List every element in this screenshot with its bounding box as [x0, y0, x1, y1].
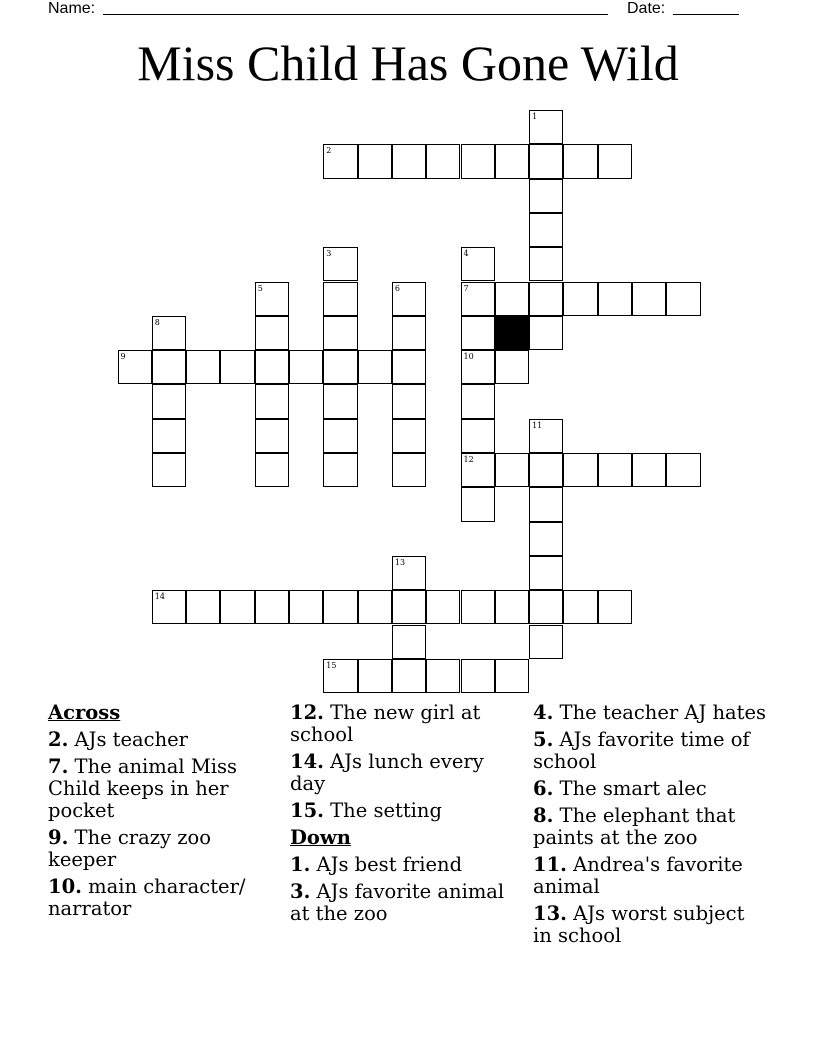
clue-number: 3: [326, 249, 332, 259]
clue-number-label: 3.: [290, 880, 311, 903]
grid-cell[interactable]: [529, 110, 563, 144]
grid-cell[interactable]: [598, 282, 632, 316]
grid-cell[interactable]: [323, 384, 357, 418]
grid-cell[interactable]: [392, 144, 426, 178]
grid-cell[interactable]: [255, 316, 289, 350]
grid-cell[interactable]: [461, 316, 495, 350]
clue-text: AJs favorite time of school: [533, 728, 750, 773]
grid-cell[interactable]: [323, 659, 357, 693]
grid-cell[interactable]: [461, 247, 495, 281]
clue-number: 9: [120, 352, 126, 362]
clue-item: [533, 778, 768, 800]
grid-cell[interactable]: [529, 316, 563, 350]
grid-cell[interactable]: [529, 522, 563, 556]
grid-cell[interactable]: [495, 282, 529, 316]
clue-item: [533, 702, 768, 724]
grid-cell[interactable]: [563, 282, 597, 316]
grid-cell[interactable]: [152, 419, 186, 453]
grid-cell[interactable]: [289, 590, 323, 624]
clue-text: AJs favorite animal at the zoo: [290, 880, 505, 925]
clue-number-label: 7.: [48, 755, 69, 778]
grid-cell[interactable]: [152, 384, 186, 418]
grid-cell[interactable]: [255, 590, 289, 624]
grid-cell[interactable]: [461, 590, 495, 624]
grid-cell[interactable]: [563, 590, 597, 624]
clue-number: 11: [532, 420, 543, 430]
grid-cell[interactable]: [529, 213, 563, 247]
clues-column-2: [290, 702, 525, 930]
clue-text: The new girl at school: [290, 701, 481, 746]
grid-cell[interactable]: [358, 144, 392, 178]
grid-cell[interactable]: [323, 419, 357, 453]
grid-cell[interactable]: [392, 556, 426, 590]
grid-cell[interactable]: [598, 590, 632, 624]
grid-cell[interactable]: [323, 316, 357, 350]
grid-cell[interactable]: [220, 590, 254, 624]
clue-number-label: 1.: [290, 853, 311, 876]
clue-text: The animal Miss Child keeps in her pocket: [48, 755, 238, 822]
clue-item: [290, 751, 525, 795]
grid-cell[interactable]: [529, 144, 563, 178]
clue-item: [290, 881, 525, 925]
grid-cell[interactable]: [323, 453, 357, 487]
grid-cell[interactable]: [152, 316, 186, 350]
clue-item: [48, 729, 283, 751]
clue-number-label: 4.: [533, 701, 554, 724]
clue-text: The crazy zoo keeper: [48, 826, 211, 871]
grid-cell[interactable]: [598, 453, 632, 487]
clue-number: 2: [326, 146, 332, 156]
clue-text: AJs teacher: [68, 728, 189, 751]
clue-number-label: 10.: [48, 875, 82, 898]
grid-cell[interactable]: [495, 453, 529, 487]
grid-cell[interactable]: [529, 419, 563, 453]
grid-cell[interactable]: [461, 419, 495, 453]
grid-cell[interactable]: [461, 453, 495, 487]
clue-item: [48, 876, 283, 920]
grid-cell[interactable]: [392, 659, 426, 693]
grid-cell[interactable]: [426, 659, 460, 693]
grid-cell[interactable]: [529, 487, 563, 521]
grid-cell[interactable]: [632, 453, 666, 487]
clue-number: 1: [532, 112, 538, 121]
clue-item: [533, 854, 768, 898]
grid-cell[interactable]: [529, 556, 563, 590]
clue-number-label: 5.: [533, 728, 554, 751]
clue-number: 13: [394, 557, 406, 567]
grid-cell[interactable]: [461, 144, 495, 178]
grid-cell[interactable]: [495, 144, 529, 178]
grid-cell[interactable]: [426, 590, 460, 624]
clue-item: [290, 800, 525, 822]
grid-cell[interactable]: [323, 350, 357, 384]
clue-text: AJs worst subject in school: [533, 902, 745, 947]
grid-cell[interactable]: [529, 453, 563, 487]
clue-text: The elephant that paints at the zoo: [533, 804, 736, 849]
grid-cell[interactable]: [529, 590, 563, 624]
clue-number: 7: [463, 283, 469, 293]
grid-cell[interactable]: [461, 487, 495, 521]
clue-item: [533, 805, 768, 849]
black-cell: [495, 316, 529, 350]
clues-column-1: [48, 702, 283, 925]
clue-text: AJs best friend: [310, 853, 463, 876]
grid-cell[interactable]: [392, 590, 426, 624]
grid-cell[interactable]: [392, 453, 426, 487]
grid-cell[interactable]: [426, 144, 460, 178]
date-label: Date:: [627, 0, 666, 17]
clue-number: 12: [463, 455, 474, 464]
clue-number: 10: [463, 352, 474, 362]
grid-cell[interactable]: [323, 590, 357, 624]
clue-number-label: 9.: [48, 826, 69, 849]
clue-text: The setting: [323, 799, 442, 822]
clue-text: The smart alec: [553, 777, 707, 800]
grid-cell[interactable]: [220, 350, 254, 384]
grid-cell[interactable]: [666, 453, 700, 487]
grid-cell[interactable]: [529, 247, 563, 281]
page-title: Miss Child Has Gone Wild: [137, 35, 679, 91]
grid-cell[interactable]: [563, 144, 597, 178]
grid-cell[interactable]: [323, 144, 357, 178]
grid-cell[interactable]: [152, 453, 186, 487]
grid-cell[interactable]: [632, 282, 666, 316]
grid-cell[interactable]: [563, 453, 597, 487]
clues-column-3: [533, 702, 768, 952]
clue-number: 6: [394, 283, 400, 293]
clue-item: [290, 702, 525, 746]
grid-cell[interactable]: [392, 316, 426, 350]
clue-item: [533, 903, 768, 947]
grid-cell[interactable]: [495, 659, 529, 693]
grid-cell[interactable]: [152, 590, 186, 624]
clue-number-label: 8.: [533, 804, 554, 827]
grid-cell[interactable]: [255, 282, 289, 316]
clue-number: 8: [154, 317, 160, 327]
grid-cell[interactable]: [323, 247, 357, 281]
clue-number-label: 11.: [533, 853, 567, 876]
clue-item: [48, 827, 283, 871]
clue-number-label: 13.: [533, 902, 567, 925]
grid-cell[interactable]: [323, 282, 357, 316]
clue-number: 15: [326, 660, 337, 670]
clue-number-label: 12.: [290, 701, 324, 724]
grid-cell[interactable]: [255, 384, 289, 418]
clue-number-label: 2.: [48, 728, 69, 751]
clue-number-label: 15.: [290, 799, 324, 822]
grid-cell[interactable]: [392, 384, 426, 418]
grid-cell[interactable]: [529, 282, 563, 316]
across-heading: Across: [48, 701, 121, 724]
grid-cell[interactable]: [495, 590, 529, 624]
grid-cell[interactable]: [392, 625, 426, 659]
grid-cell[interactable]: [255, 453, 289, 487]
grid-cell[interactable]: [461, 659, 495, 693]
clue-number-label: 14.: [290, 750, 324, 773]
clue-text: The teacher AJ hates: [553, 701, 767, 724]
grid-cell[interactable]: [392, 282, 426, 316]
grid-cell[interactable]: [152, 350, 186, 384]
clue-item: [48, 756, 283, 822]
grid-cell[interactable]: [358, 590, 392, 624]
grid-cell[interactable]: [358, 659, 392, 693]
clue-text: Andrea's favorite animal: [533, 853, 743, 898]
grid-cell[interactable]: [461, 384, 495, 418]
grid-cell[interactable]: [666, 282, 700, 316]
grid-cell[interactable]: [495, 350, 529, 384]
grid-cell[interactable]: [461, 350, 495, 384]
grid-cell[interactable]: [255, 350, 289, 384]
grid-cell[interactable]: [358, 350, 392, 384]
grid-cell[interactable]: [392, 419, 426, 453]
clue-item: [290, 854, 525, 876]
clue-text: AJs lunch every day: [290, 750, 484, 795]
clue-item: [533, 729, 768, 773]
grid-cell[interactable]: [186, 590, 220, 624]
grid-cell[interactable]: [186, 350, 220, 384]
clue-number: 14: [154, 592, 165, 602]
grid-cell[interactable]: [529, 625, 563, 659]
clue-number: 4: [463, 249, 469, 259]
grid-cell[interactable]: [289, 350, 323, 384]
grid-cell[interactable]: [255, 419, 289, 453]
clue-text: main character/ narrator: [48, 875, 246, 920]
grid-cell[interactable]: [598, 144, 632, 178]
name-label: Name:: [48, 0, 96, 17]
down-heading: Down: [290, 826, 351, 849]
clue-number: 5: [257, 283, 263, 293]
grid-cell[interactable]: [118, 350, 152, 384]
clue-number-label: 6.: [533, 777, 554, 800]
grid-cell[interactable]: [392, 350, 426, 384]
grid-cell[interactable]: [529, 179, 563, 213]
grid-cell[interactable]: [461, 282, 495, 316]
